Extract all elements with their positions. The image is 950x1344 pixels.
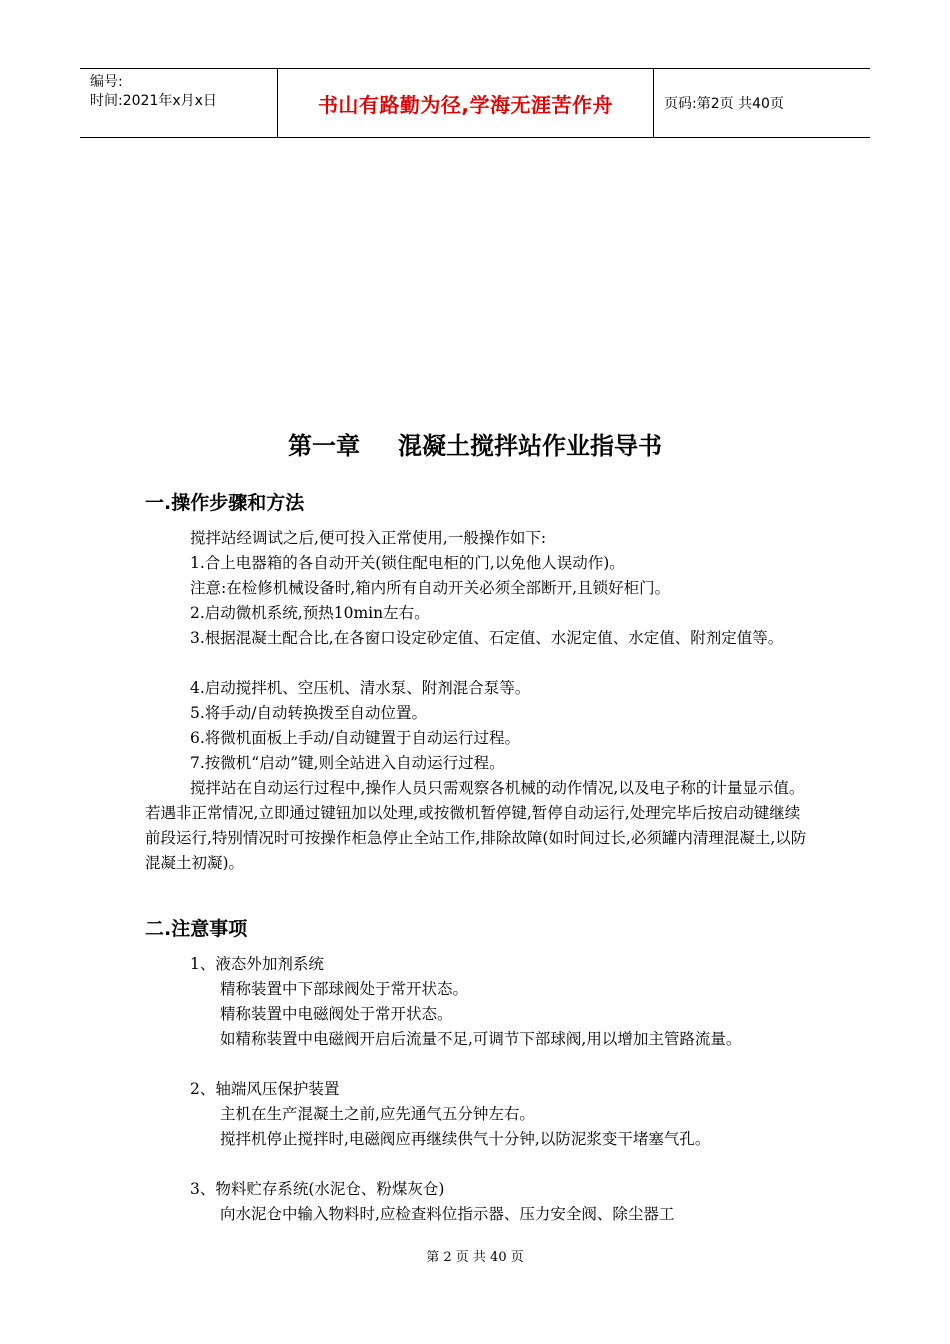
paragraph-step-3: 3.根据混凝土配合比,在各窗口设定砂定值、石定值、水泥定值、水定值、附剂定值等。 bbox=[190, 629, 784, 647]
item-2-b: 搅拌机停止搅拌时,电磁阀应再继续供气十分钟,以防泥浆变干堵塞气孔。 bbox=[220, 1130, 711, 1148]
header-meta bbox=[80, 69, 278, 137]
item-3-title: 3、物料贮存系统(水泥仓、粉煤灰仓) bbox=[190, 1180, 445, 1198]
paragraph-auto-run: 搅拌站在自动运行过程中,操作人员只需观察各机械的动作情况,以及电子称的计量显示值。若遇非正常情况,立即通过键钮加以处理,或按微机暂停键,暂停自动运行,处理完毕后按启动键继续前段运行,特别情况时可按操作柜急停止全站工作,排除故障(如时间过长,必须罐内清理混凝土,以防混凝土初凝)。 bbox=[145, 779, 807, 872]
paragraph-step-1: 1.合上电器箱的各自动开关(锁住配电柜的门,以免他人误动作)。 bbox=[190, 554, 625, 572]
time-label: 时间:2021年x月x日 bbox=[90, 93, 217, 109]
paragraph-step-6: 6.将微机面板上手动/自动键置于自动运行过程。 bbox=[190, 729, 521, 747]
page-header bbox=[80, 68, 870, 138]
paragraph-note: 注意:在检修机械设备时,箱内所有自动开关必须全部断开,且锁好柜门。 bbox=[190, 579, 671, 597]
header-page-info: 页码:第2页 共40页 bbox=[664, 96, 784, 112]
paragraph-step-4: 4.启动搅拌机、空压机、清水泵、附剂混合泵等。 bbox=[190, 679, 531, 697]
header-motto: 书山有路勤为径,学海无涯苦作舟 bbox=[278, 69, 654, 137]
chapter-name: 混凝土搅拌站作业指导书 bbox=[398, 432, 662, 460]
page-footer: 第 2 页 共 40 页 bbox=[426, 1250, 524, 1265]
item-1-title: 1、液态外加剂系统 bbox=[190, 955, 324, 973]
item-2-title: 2、轴端风压保护装置 bbox=[190, 1080, 340, 1098]
paragraph-intro: 搅拌站经调试之后,便可投入正常使用,一般操作如下: bbox=[190, 529, 547, 547]
item-1-a: 精称装置中下部球阀处于常开状态。 bbox=[220, 980, 469, 998]
chapter-number: 第一章 bbox=[288, 432, 360, 460]
paragraph-step-7: 7.按微机“启动”键,则全站进入自动运行过程。 bbox=[190, 754, 505, 772]
section-heading-1: 一.操作步骤和方法 bbox=[145, 492, 305, 514]
item-2-a: 主机在生产混凝土之前,应先通气五分钟左右。 bbox=[220, 1105, 535, 1123]
item-3-a: 向水泥仓中输入物料时,应检查料位指示器、压力安全阀、除尘器工 bbox=[220, 1205, 675, 1223]
section-heading-2: 二.注意事项 bbox=[145, 918, 248, 940]
code-label: 编号: bbox=[90, 74, 123, 90]
item-1-b: 精称装置中电磁阀处于常开状态。 bbox=[220, 1005, 453, 1023]
paragraph-step-2: 2.启动微机系统,预热10min左右。 bbox=[190, 604, 430, 622]
paragraph-step-5: 5.将手动/自动转换拨至自动位置。 bbox=[190, 704, 428, 722]
chapter-title bbox=[0, 426, 950, 461]
item-1-c: 如精称装置中电磁阀开启后流量不足,可调节下部球阀,用以增加主管路流量。 bbox=[220, 1030, 742, 1048]
